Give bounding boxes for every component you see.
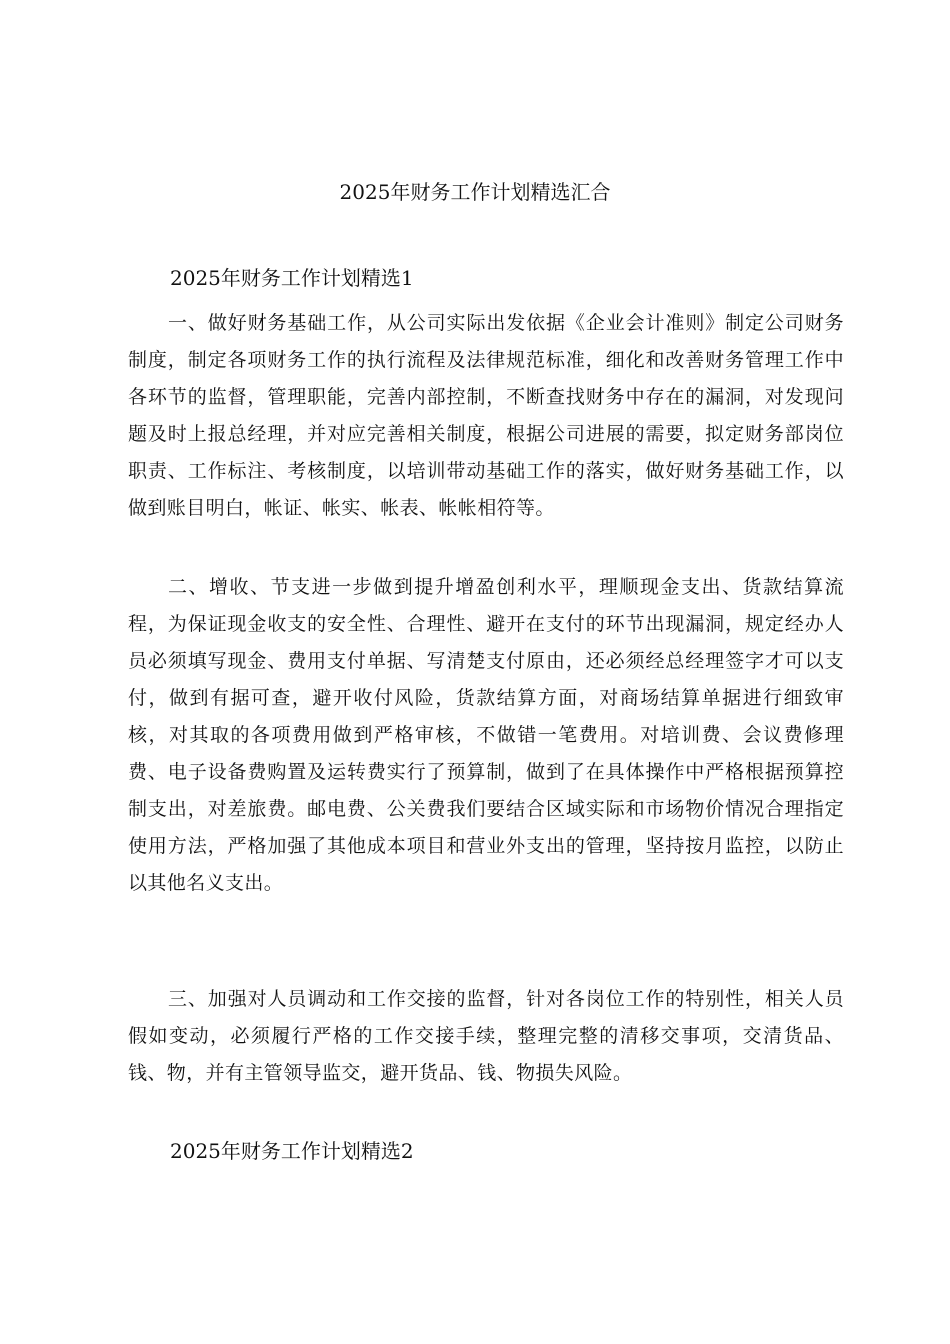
document-title: 2025年财务工作计划精选汇合 [339,180,611,204]
paragraph-2: 二、增收、节支进一步做到提升增盈创利水平，理顺现金支出、货款结算流程，为保证现金收支的安全性、合理性、避开在支付的环节出现漏洞，规定经办人员必须填写现金、费用支付单据、写清楚支付原由，还必须经总经理签字才可以支付，做到有据可查，避开收付风险，货款结算方面，对商场结算单据进行细致审核，对其取的各项费用做到严格审核，不做错一笔费用。对培训费、会议费修理费、电子设备费购置及运转费实行了预算制，做到了在具体操作中严格根据预算控制支出，对差旅费。邮电费、公关费我们要结合区域实际和市场物价情况合理指定使用方法，严格加强了其他成本项目和营业外支出的管理，坚持按月监控，以防止以其他名义支出。 [128,576,844,894]
section-heading-2: 2025年财务工作计划精选2 [170,1139,414,1163]
section-heading-1: 2025年财务工作计划精选1 [170,266,414,290]
paragraph-3: 三、加强对人员调动和工作交接的监督，针对各岗位工作的特别性，相关人员假如变动，必须履行严格的工作交接手续，整理完整的清移交事项，交清货品、钱、物，并有主管领导监交，避开货品、钱、物损失风险。 [128,988,844,1084]
paragraph-1: 一、做好财务基础工作，从公司实际出发依据《企业会计准则》制定公司财务制度，制定各项财务工作的执行流程及法律规范标准，细化和改善财务管理工作中各环节的监督，管理职能，完善内部控制，不断查找财务中存在的漏洞，对发现问题及时上报总经理，并对应完善相关制度，根据公司进展的需要，拟定财务部岗位职责、工作标注、考核制度，以培训带动基础工作的落实，做好财务基础工作，以做到账目明白，帐证、帐实、帐表、帐帐相符等。 [128,312,844,519]
